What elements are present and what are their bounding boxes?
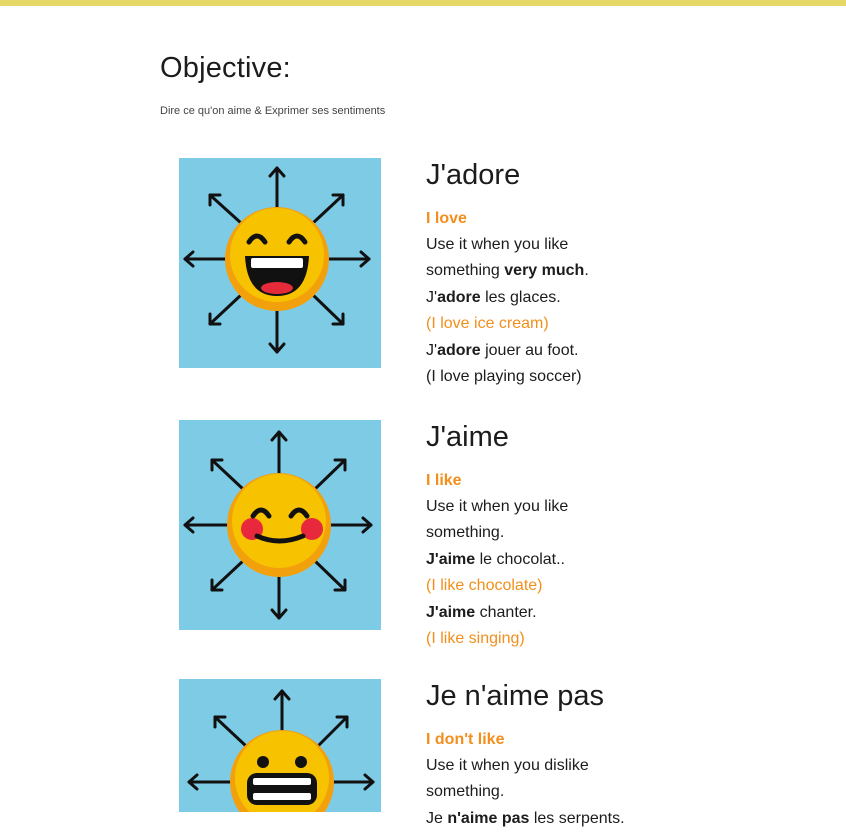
meaning-label: I like <box>426 472 462 489</box>
grimacing-sun-icon <box>179 679 381 812</box>
grimacing-sun-image <box>179 679 381 812</box>
example-sentence: J'adore les glaces. <box>426 288 561 306</box>
example-sentence: J'aime chanter. <box>426 603 537 621</box>
meaning-label: I love <box>426 210 467 227</box>
example-sentence: J'aime le chocolat.. <box>426 550 565 568</box>
usage-line: Use it when you like <box>426 498 569 515</box>
je-naime-pas-text <box>426 679 726 832</box>
usage-line: something. <box>426 524 505 542</box>
usage-line: something very much. <box>426 262 589 280</box>
laughing-sun-icon <box>179 158 381 368</box>
jaime-text <box>426 420 726 652</box>
blushing-sun-image <box>179 420 381 630</box>
objective-subtitle: Dire ce qu'on aime & Exprimer ses sentiments <box>160 105 386 117</box>
example-translation: (I love ice cream) <box>426 315 549 333</box>
usage-line: something. <box>426 783 505 801</box>
phrase-heading: Je n'aime pas <box>426 680 605 712</box>
objective-title: Objective: <box>160 52 291 84</box>
blushing-sun-icon <box>179 420 381 630</box>
laughing-sun-image <box>179 158 381 368</box>
example-translation: (I love playing soccer) <box>426 368 582 386</box>
example-sentence: J'adore jouer au foot. <box>426 341 579 359</box>
top-accent-bar <box>0 0 846 6</box>
phrase-heading: J'adore <box>426 159 521 191</box>
usage-line: Use it when you dislike <box>426 757 589 774</box>
phrase-heading: J'aime <box>426 421 509 453</box>
jadore-text <box>426 158 726 390</box>
example-translation: (I like singing) <box>426 630 525 648</box>
example-sentence: Je n'aime pas les serpents. <box>426 809 625 827</box>
usage-line: Use it when you like <box>426 236 569 253</box>
example-translation: (I like chocolate) <box>426 577 543 595</box>
meaning-label: I don't like <box>426 731 505 748</box>
